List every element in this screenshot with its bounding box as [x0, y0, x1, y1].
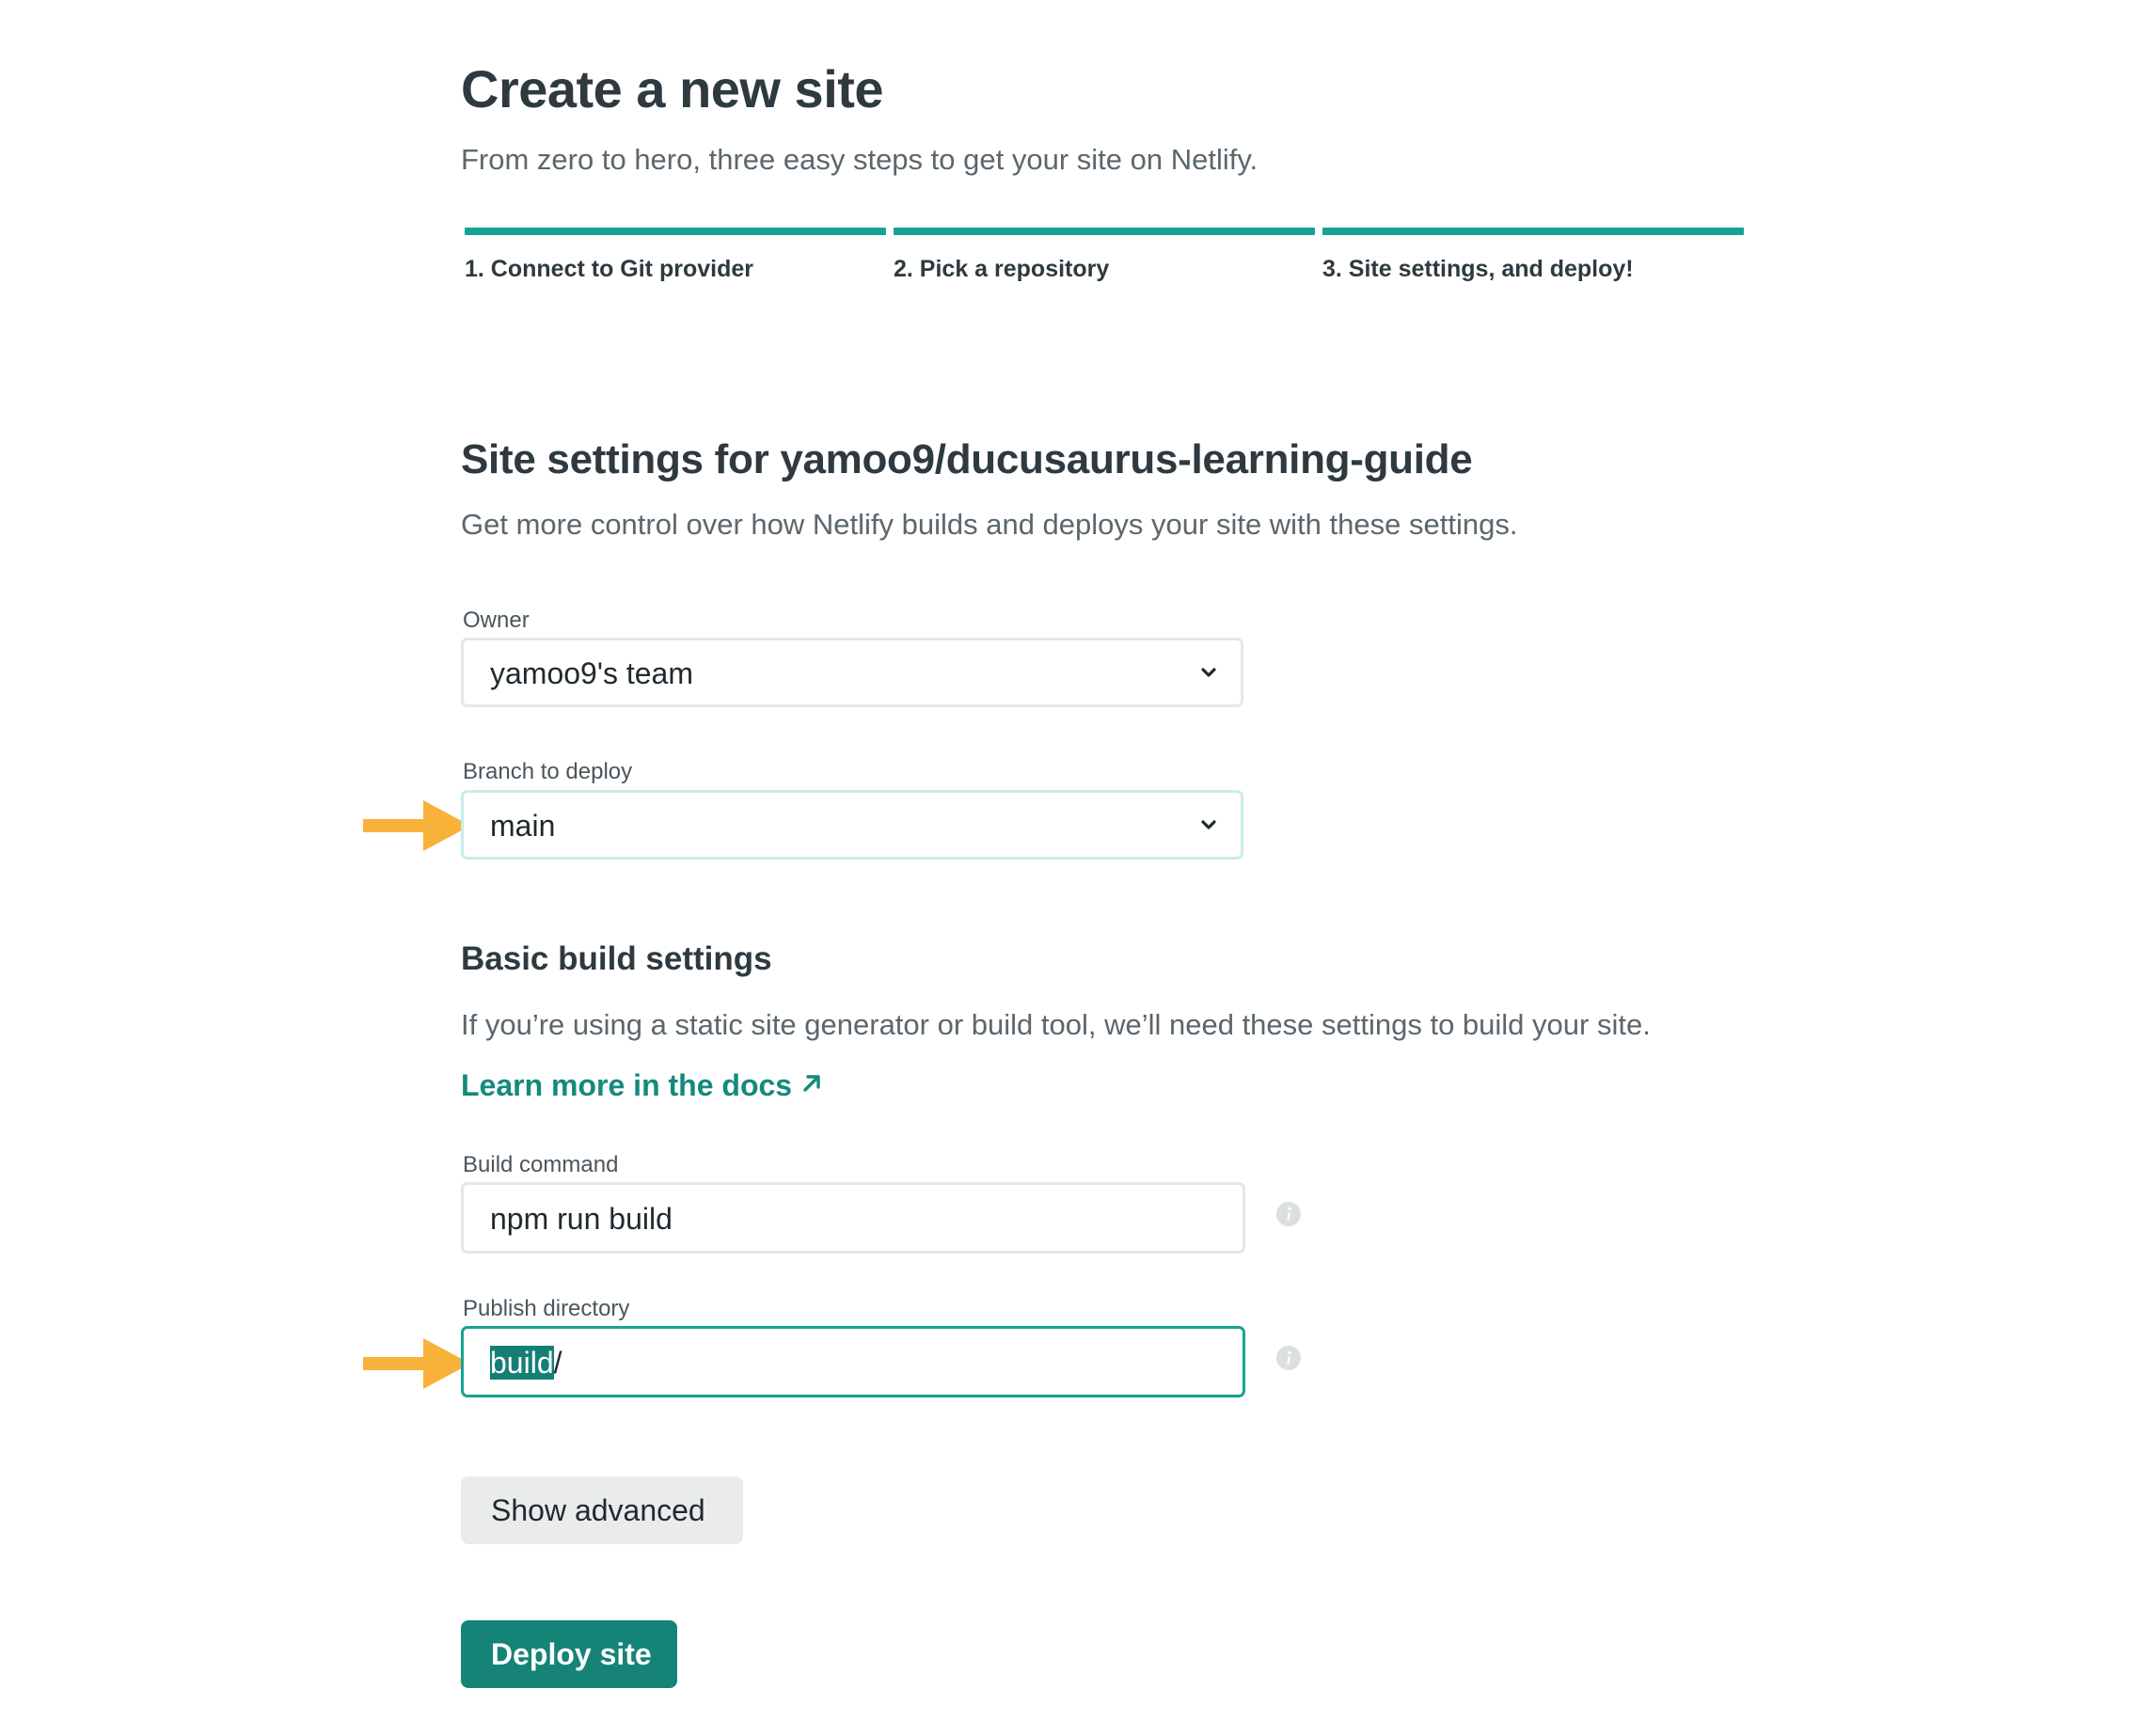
build-settings-description: If you’re using a static site generator or build tool, we’ll need these settings to build your site. [461, 1008, 1651, 1041]
step-progress-bar [894, 228, 1315, 235]
step-label: 2. Pick a repository [894, 256, 1110, 282]
arrow-right-icon [363, 1336, 472, 1391]
unselected-text: / [553, 1346, 562, 1380]
show-advanced-label: Show advanced [491, 1493, 705, 1527]
branch-label: Branch to deploy [463, 759, 633, 784]
page-title: Create a new site [461, 59, 884, 118]
publish-directory-value [490, 1346, 562, 1381]
chevron-down-icon [1197, 661, 1220, 684]
show-advanced-button[interactable] [461, 1476, 743, 1544]
docs-link[interactable] [461, 1068, 822, 1103]
owner-select-value: yamoo9's team [490, 656, 693, 690]
branch-select[interactable] [461, 790, 1243, 860]
chevron-down-icon [1197, 813, 1220, 836]
arrow-up-right-icon [801, 1073, 822, 1094]
step-progress-bar [465, 228, 886, 235]
step-progress-bar [1322, 228, 1744, 235]
info-icon[interactable] [1275, 1201, 1302, 1227]
step-label: 1. Connect to Git provider [465, 256, 753, 282]
deploy-site-button[interactable] [461, 1620, 677, 1688]
build-command-value: npm run build [490, 1202, 673, 1236]
build-settings-title: Basic build settings [461, 940, 772, 977]
info-icon[interactable] [1275, 1345, 1302, 1371]
site-settings-title: Site settings for yamoo9/ducusaurus-learning-guide [461, 436, 1473, 482]
step-connect-git [465, 228, 886, 283]
owner-select[interactable] [461, 638, 1243, 707]
build-command-label: Build command [463, 1152, 619, 1177]
publish-directory-input[interactable] [461, 1326, 1245, 1397]
owner-label: Owner [463, 608, 530, 633]
docs-link-label: Learn more in the docs [461, 1068, 793, 1102]
page-subtitle: From zero to hero, three easy steps to get your site on Netlify. [461, 143, 1258, 176]
site-settings-description: Get more control over how Netlify builds and deploys your site with these settings. [461, 508, 1518, 541]
step-pick-repository [894, 228, 1315, 283]
step-label: 3. Site settings, and deploy! [1322, 256, 1634, 282]
progress-steps [465, 228, 1748, 284]
build-command-input[interactable] [461, 1182, 1245, 1254]
publish-directory-label: Publish directory [463, 1296, 630, 1321]
step-site-settings [1322, 228, 1744, 283]
deploy-site-label: Deploy site [491, 1637, 652, 1671]
arrow-right-icon [363, 798, 472, 853]
branch-select-value: main [490, 809, 556, 843]
selected-text: build [490, 1346, 554, 1380]
